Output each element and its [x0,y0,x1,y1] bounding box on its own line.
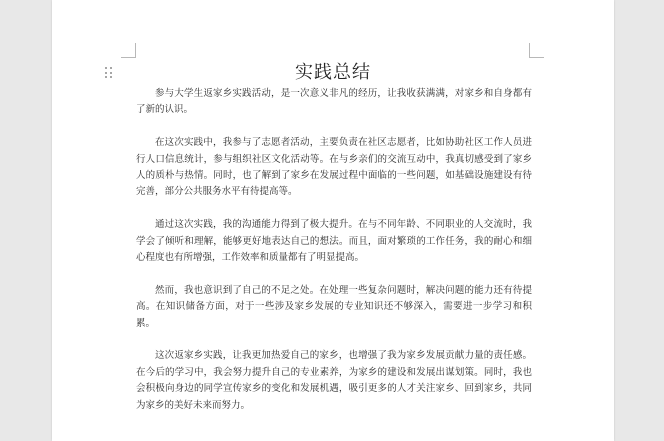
document-body[interactable] [136,86,532,430]
document-title[interactable]: 实践总结 [295,62,371,83]
margin-corner-top-right [529,43,544,58]
paragraph[interactable]: 参与大学生返家乡实践活动，是一次意义非凡的经历，让我收获满满，对家乡和自身都有了新的认识。 [136,88,532,116]
paragraph[interactable]: 这次返家乡实践，让我更加热爱自己的家乡，也增强了我为家乡发展贡献力量的责任感。在今后的学习中，我会努力提升自己的专业素养，为家乡的建设和发展出谋划策。同时，我也会积极向身边的同学宣传家乡的变化和发展机遇，吸引更多的人才关注家乡、回到家乡，共同为家乡的美好未来而努力。 [136,350,532,411]
paragraph[interactable]: 然而，我也意识到了自己的不足之处。在处理一些复杂问题时，解决问题的能力还有待提高。在知识储备方面，对于一些涉及家乡发展的专业知识还不够深入，需要进一步学习和积累。 [136,284,532,329]
document-page [52,0,614,441]
paragraph[interactable]: 通过这次实践，我的沟通能力得到了极大提升。在与不同年龄、不同职业的人交流时，我学会了倾听和理解，能够更好地表达自己的想法。而且，面对繁琐的工作任务，我的耐心和细心程度也有所增强，工作效率和质量都有了明显提高。 [136,219,532,264]
margin-corner-top-left [121,43,136,58]
paragraph[interactable]: 在这次实践中，我参与了志愿者活动，主要负责在社区志愿者，比如协助社区工作人员进行人口信息统计，参与组织社区文化活动等。在与乡亲们的交流互动中，我真切感受到了家乡人的质朴与热情。同时，也了解到了家乡在发展过程中面临的一些问题，如基础设施建设有待完善，部分公共服务水平有待提高等。 [136,137,532,198]
